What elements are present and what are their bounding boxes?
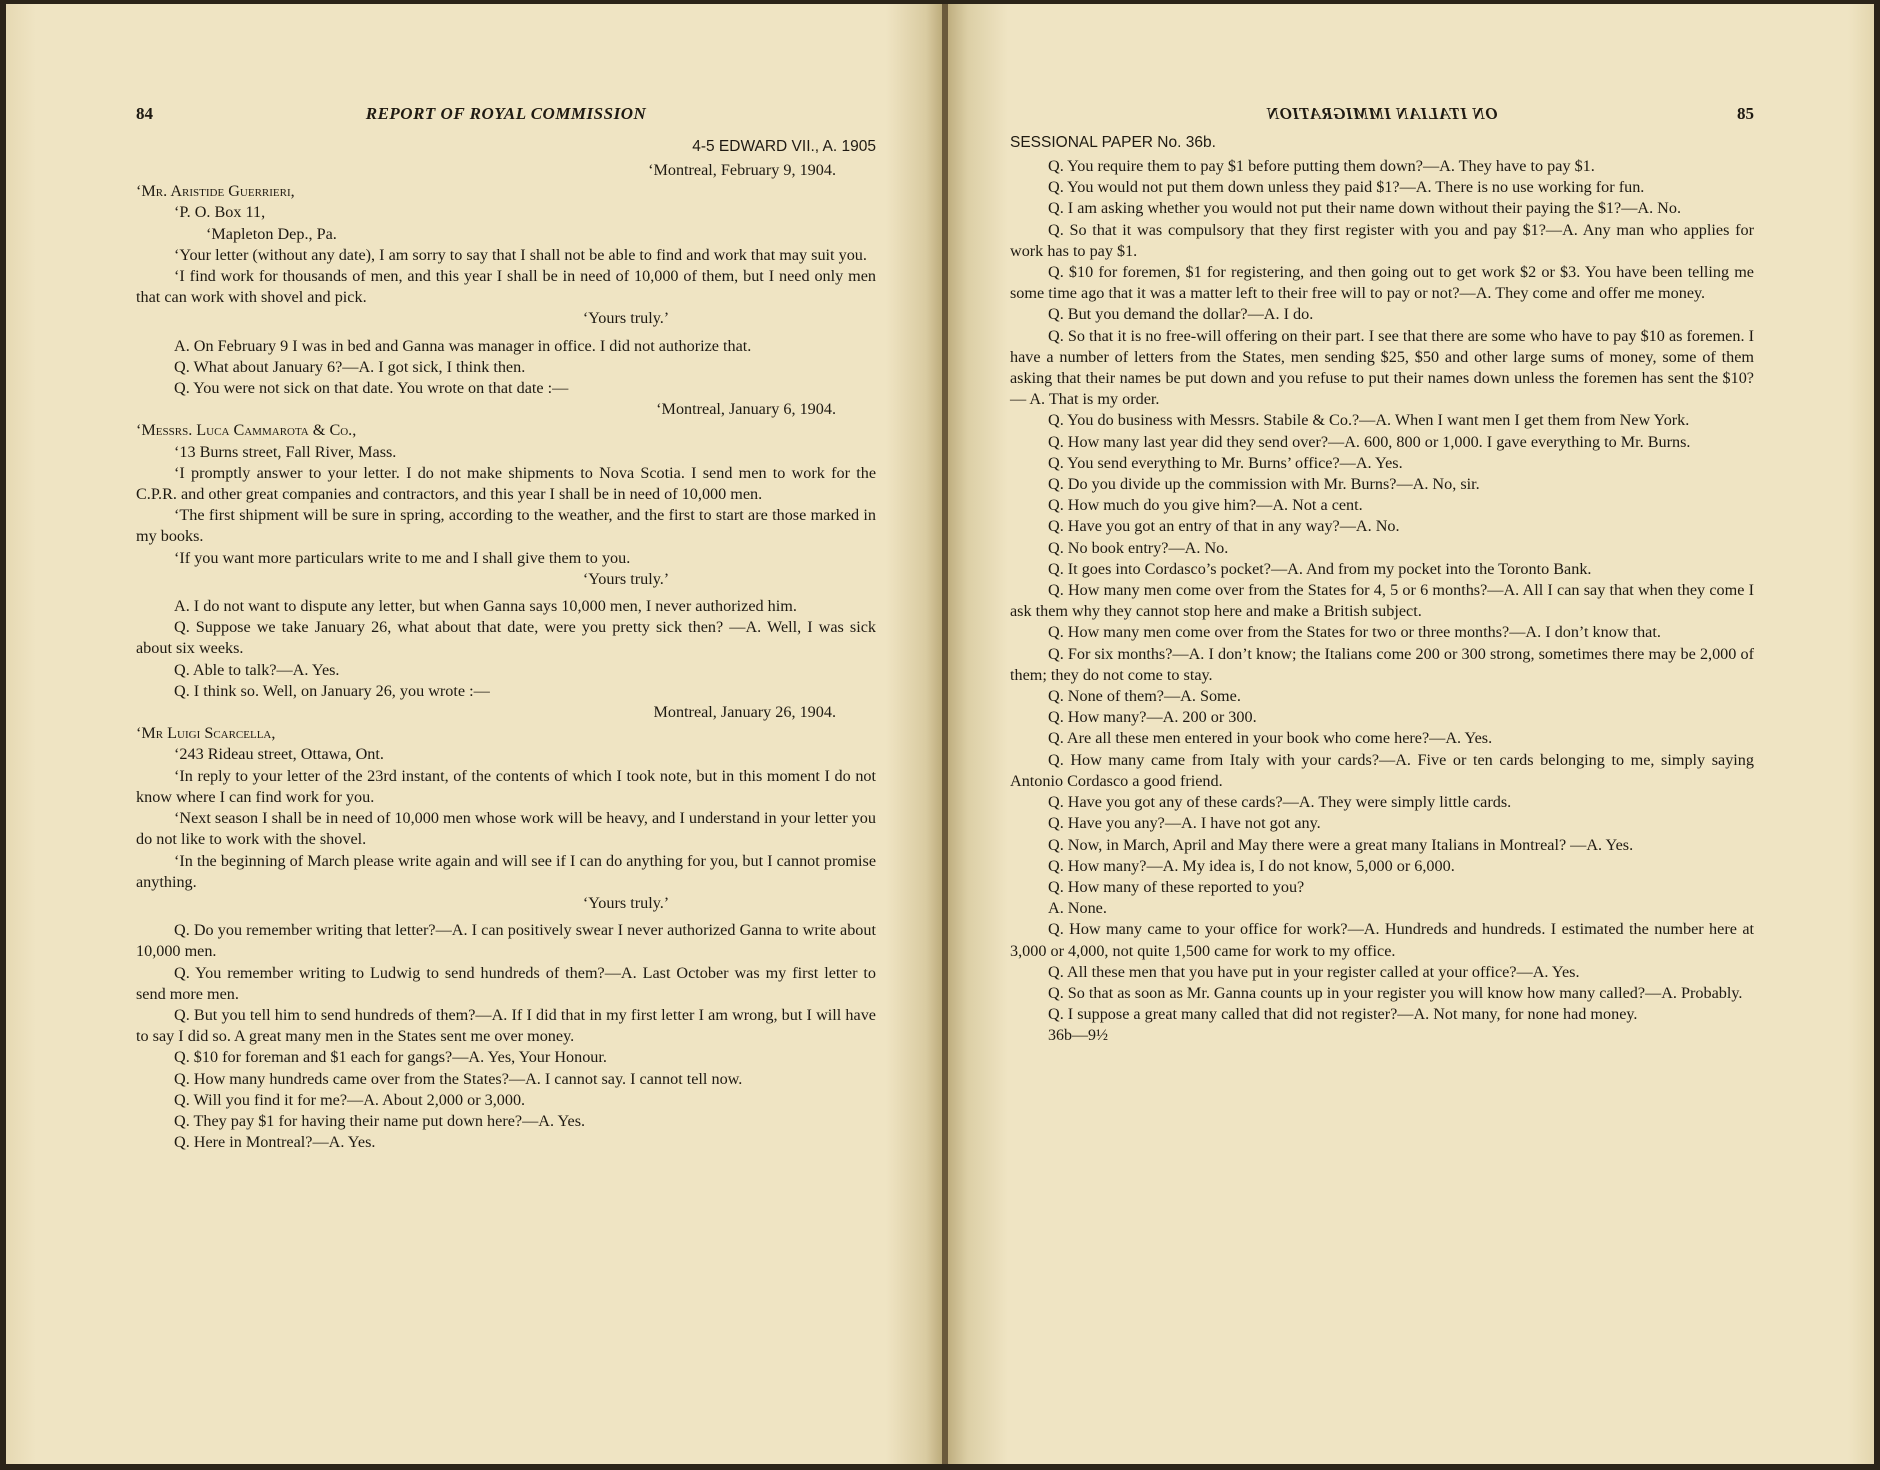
text-paragraph: A. On February 9 I was in bed and Ganna was manager in office. I did not authorize that.: [174, 336, 752, 355]
left-page: [6, 4, 944, 1464]
text-paragraph: Q. How many?—A. My idea is, I do not know, 5,000 or 6,000.: [1048, 856, 1455, 875]
text-paragraph: Q. Have you got an entry of that in any way?—A. No.: [1048, 517, 1400, 536]
page-number: 85: [1737, 104, 1754, 123]
text-paragraph: A. I do not want to dispute any letter, but when Ganna says 10,000 men, I never authorized him.: [174, 597, 797, 616]
text-paragraph: Q. All these men that you have put in your register called at your office?—A. Yes.: [1048, 962, 1580, 981]
text-paragraph: ‘Mr. Aristide Guerrieri,: [136, 182, 295, 201]
text-paragraph: Q. I think so. Well, on January 26, you wrote :—: [174, 681, 490, 700]
text-paragraph: Q. You require them to pay $1 before putting them down?—A. They have to pay $1.: [1048, 157, 1595, 175]
book-spread: [6, 4, 1874, 1464]
text-paragraph: ‘13 Burns street, Fall River, Mass.: [174, 442, 397, 461]
text-paragraph: Q. I suppose a great many called that did not register?—A. Not many, for none had money.: [1048, 1005, 1638, 1024]
running-title: ON ITALIAN IMMIGRATION: [1266, 104, 1498, 123]
text-paragraph: Q. $10 for foreman and $1 each for gangs?—A. Yes, Your Honour.: [174, 1048, 607, 1067]
text-paragraph: ‘Montreal, January 6, 1904.: [656, 400, 836, 419]
text-paragraph: Q. Do you divide up the commission with Mr. Burns?—A. No, sir.: [1048, 475, 1480, 494]
text-paragraph: Q. How many came to your office for work?—A. Hundreds and hundreds. I estimated the number here at 3,000 or 4,000, not quite 1,500 came for work to my office.: [1010, 920, 1754, 960]
text-paragraph: Q. How many of these reported to you?: [1048, 877, 1305, 896]
text-paragraph: Montreal, January 26, 1904.: [653, 703, 836, 722]
text-paragraph: ‘Yours truly.’: [582, 893, 670, 912]
running-head: [136, 104, 876, 134]
text-paragraph: Q. How many came from Italy with your cards?—A. Five or ten cards belonging to me, simply saying Antonio Cordasco a good friend.: [1010, 750, 1754, 790]
text-paragraph: Q. It goes into Cordasco’s pocket?—A. And from my pocket into the Toronto Bank.: [1048, 559, 1592, 578]
text-paragraph: Q. Are all these men entered in your book who come here?—A. Yes.: [1048, 729, 1493, 748]
text-paragraph: Q. You were not sick on that date. You wrote on that date :—: [174, 379, 569, 398]
text-paragraph: Q. You do business with Messrs. Stabile & Co.?—A. When I want men I get them from New York.: [1048, 411, 1690, 430]
text-paragraph: ‘I find work for thousands of men, and this year I shall be in need of 10,000 of them, but I need only men that can work with shovel and pick.: [136, 267, 876, 307]
text-paragraph: Q. How many?—A. 200 or 300.: [1048, 708, 1257, 727]
running-head: [1010, 104, 1754, 134]
text-paragraph: ‘Mapleton Dep., Pa.: [206, 224, 337, 243]
text-paragraph: ‘Yours truly.’: [582, 569, 670, 588]
text-paragraph: Q. No book entry?—A. No.: [1048, 538, 1229, 557]
text-paragraph: ‘If you want more particulars write to me and I shall give them to you.: [174, 548, 631, 567]
text-paragraph: Q. Now, in March, April and May there were a great many Italians in Montreal? —A. Yes.: [1048, 835, 1634, 854]
running-title: REPORT OF ROYAL COMMISSION: [365, 104, 647, 123]
text-paragraph: Q. How many men come over from the States for 4, 5 or 6 months?—A. All I can say that when they come I ask them why they cannot stop here and make a British subject.: [1010, 581, 1754, 621]
text-paragraph: A. None.: [1048, 899, 1107, 918]
text-paragraph: Q. Able to talk?—A. Yes.: [174, 660, 340, 679]
text-paragraph: Q. Suppose we take January 26, what about that date, were you pretty sick then? —A. Well, I was sick about six weeks.: [136, 618, 876, 658]
text-paragraph: Q. You remember writing to Ludwig to send hundreds of them?—A. Last October was my first letter to send more men.: [136, 963, 876, 1003]
right-page: [948, 4, 1874, 1464]
text-paragraph: Q. None of them?—A. Some.: [1048, 687, 1241, 706]
text-paragraph: Q. Do you remember writing that letter?—A. I can positively swear I never authorized Ganna to write about 10,000 men.: [136, 921, 876, 961]
text-paragraph: Q. Will you find it for me?—A. About 2,000 or 3,000.: [174, 1090, 526, 1109]
text-paragraph: ‘The first shipment will be sure in spring, according to the weather, and the first to start are those marked in my books.: [136, 506, 876, 546]
text-paragraph: Q. But you tell him to send hundreds of them?—A. If I did that in my first letter I am wrong, but I will have to say I did so. A great many men in the States sent me over money.: [136, 1005, 876, 1046]
session-heading: SESSIONAL PAPER No. 36b.: [1010, 134, 1216, 151]
text-paragraph: Q. You send everything to Mr. Burns’ office?—A. Yes.: [1048, 453, 1403, 472]
text-paragraph: Q. For six months?—A. I don’t know; the Italians come 200 or 300 strong, sometimes there may be 2,000 of them; they do not come to stay.: [1010, 644, 1754, 684]
text-paragraph: Q. Have you got any of these cards?—A. They were simply little cards.: [1048, 793, 1512, 812]
text-paragraph: ‘P. O. Box 11,: [174, 203, 266, 222]
text-paragraph: Q. Here in Montreal?—A. Yes.: [174, 1133, 376, 1152]
text-paragraph: Q. You would not put them down unless they paid $1?—A. There is no use working for fun.: [1048, 178, 1645, 197]
text-paragraph: ‘In reply to your letter of the 23rd instant, of the contents of which I took note, but in this moment I do not know where I can find work for you.: [136, 766, 876, 806]
signature-mark: 36b—9½: [1048, 1027, 1108, 1045]
text-paragraph: ‘Messrs. Luca Cammarota & Co.,: [136, 421, 357, 440]
text-paragraph: Q. So that it was compulsory that they first register with you and pay $1?—A. Any man who applies for work has to pay $1.: [1010, 220, 1754, 260]
text-paragraph: Q. But you demand the dollar?—A. I do.: [1048, 305, 1314, 324]
page-body: [136, 160, 876, 1153]
page-number: 84: [136, 104, 153, 123]
text-paragraph: ‘Your letter (without any date), I am sorry to say that I shall not be able to find and work that may suit you.: [174, 245, 867, 264]
text-paragraph: ‘Montreal, February 9, 1904.: [648, 161, 836, 179]
text-paragraph: Q. $10 for foremen, $1 for registering, and then going out to get work $2 or $3. You have been telling me some time ago that it was a matter left to their free will to pay or not?—A. They come and offer me money.: [1010, 263, 1754, 303]
text-paragraph: Q. What about January 6?—A. I got sick, I think then.: [174, 357, 526, 376]
session-heading: 4-5 EDWARD VII., A. 1905: [692, 138, 876, 155]
text-paragraph: Q. How many hundreds came over from the States?—A. I cannot say. I cannot tell now.: [174, 1069, 743, 1088]
text-paragraph: Q. So that as soon as Mr. Ganna counts up in your register you will know how many called?—A. Probably.: [1048, 983, 1743, 1002]
text-paragraph: Q. Have you any?—A. I have not got any.: [1048, 814, 1321, 833]
text-paragraph: ‘243 Rideau street, Ottawa, Ont.: [174, 745, 384, 764]
text-paragraph: ‘Next season I shall be in need of 10,000 men whose work will be heavy, and I understand in your letter you do not like to work with the shovel.: [136, 809, 876, 849]
text-paragraph: ‘Yours truly.’: [582, 309, 670, 328]
text-paragraph: ‘I promptly answer to your letter. I do not make shipments to Nova Scotia. I send men to work for the C.P.R. and other great companies and contractors, and this year I shall be in need of 10,000 men.: [136, 463, 876, 504]
page-body: [1010, 156, 1754, 1025]
text-paragraph: ‘Mr Luigi Scarcella,: [136, 724, 276, 743]
text-paragraph: ‘In the beginning of March please write again and will see if I can do anything for you, but I cannot promise anything.: [136, 851, 876, 891]
text-paragraph: Q. How many last year did they send over?—A. 600, 800 or 1,000. I gave everything to Mr. Burns.: [1048, 432, 1691, 451]
text-paragraph: Q. How much do you give him?—A. Not a cent.: [1048, 496, 1363, 515]
text-paragraph: Q. I am asking whether you would not put their name down without their paying the $1?—A. No.: [1048, 199, 1681, 218]
text-paragraph: Q. They pay $1 for having their name put down here?—A. Yes.: [174, 1111, 586, 1130]
text-paragraph: Q. How many men come over from the States for two or three months?—A. I don’t know that.: [1048, 623, 1661, 642]
text-paragraph: Q. So that it is no free-will offering on their part. I see that there are some who have to pay $10 as foremen. I have a number of letters from the States, men sending $25, $50 and other large sums of money, some of them asking that their names be put down and you refuse to put their names down unless the foremen has sent the $10?— A. That is my order.: [1010, 326, 1754, 409]
